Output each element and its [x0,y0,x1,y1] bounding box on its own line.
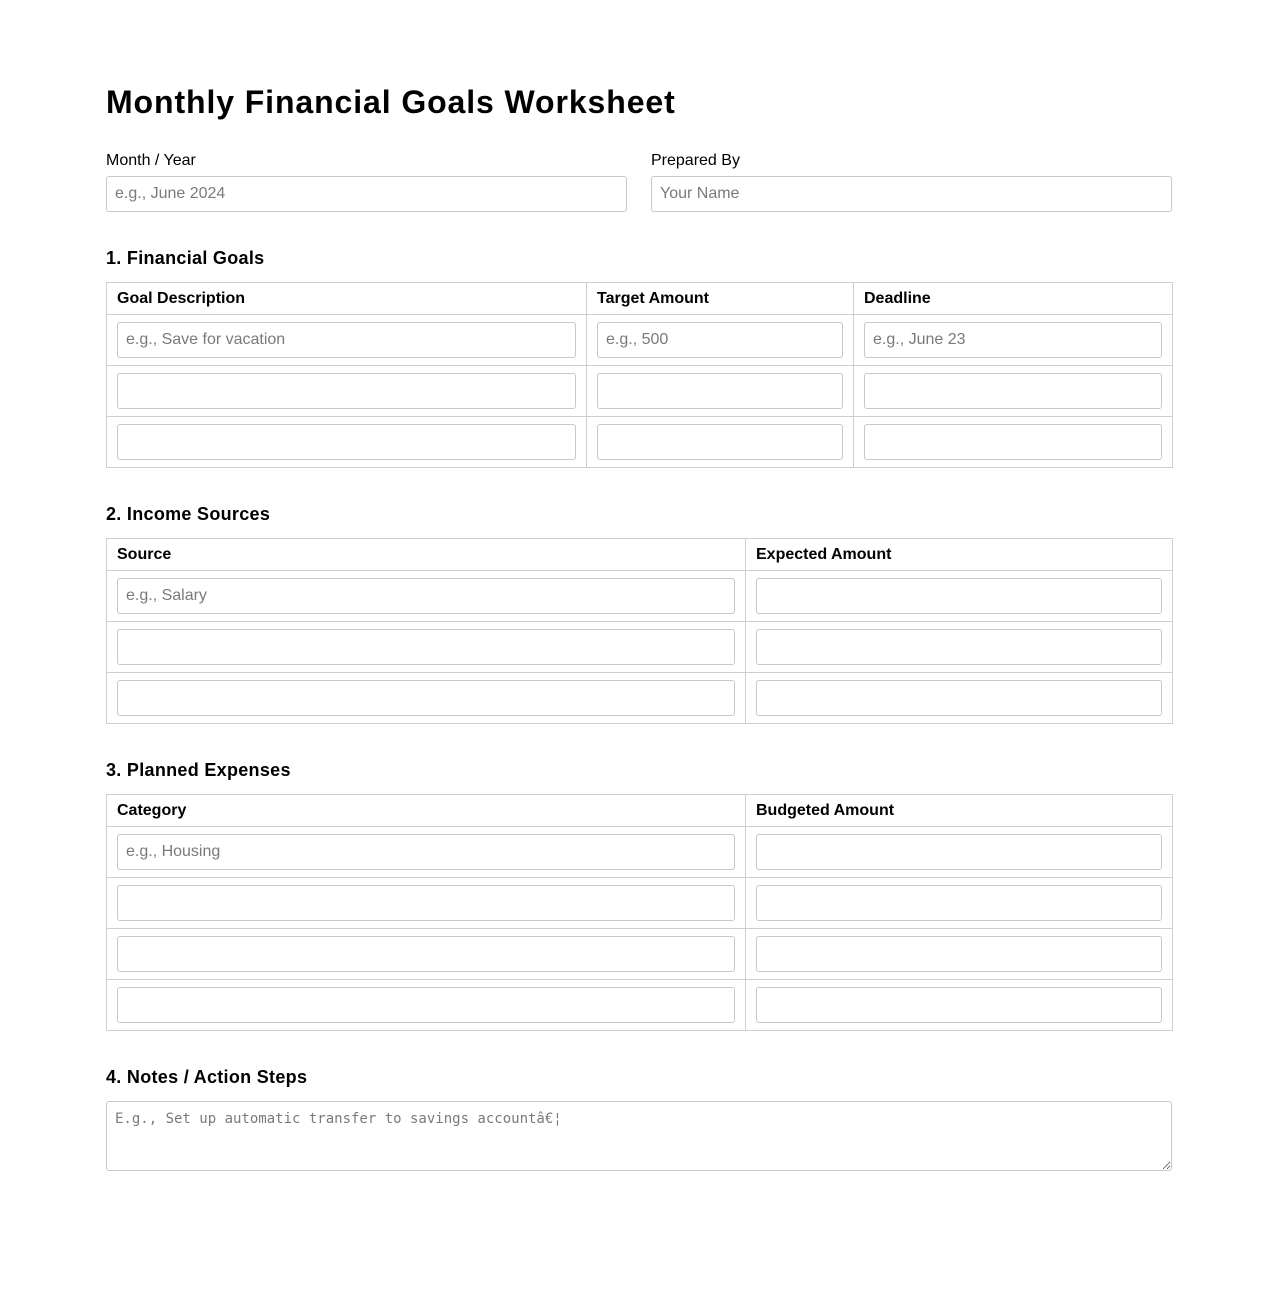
financial-goals-title: 1. Financial Goals [106,248,265,268]
table-row [107,315,1173,366]
table-row [107,878,1173,929]
month-year-label: Month / Year [106,152,196,169]
meta-row [106,151,1172,212]
table-cell [746,622,1173,673]
table-row [107,622,1173,673]
prepared-by-input[interactable] [651,176,1172,212]
table-cell [854,366,1173,417]
deadline-input[interactable] [864,322,1162,358]
category-input[interactable] [117,885,735,921]
table-cell [107,878,746,929]
table-header-row [107,795,1173,827]
expected-amount-input[interactable] [756,680,1162,716]
deadline-input[interactable] [864,373,1162,409]
table-cell [107,673,746,724]
table-cell [746,929,1173,980]
expected-amount-input[interactable] [756,578,1162,614]
table-row [107,929,1173,980]
table-row [107,366,1173,417]
table-cell [107,315,587,366]
prepared-by-label: Prepared By [651,152,740,169]
table-cell [107,417,587,468]
page-title: Monthly Financial Goals Worksheet [106,84,676,120]
deadline-input[interactable] [864,424,1162,460]
table-row [107,980,1173,1031]
source-input[interactable] [117,629,735,665]
table-cell [107,571,746,622]
table-cell [746,673,1173,724]
income-sources-table [106,538,1173,724]
table-cell [746,827,1173,878]
table-cell [107,827,746,878]
category-header: Category [107,795,746,827]
table-cell [746,571,1173,622]
expected-amount-input[interactable] [756,629,1162,665]
deadline-header: Deadline [854,283,1173,315]
table-row [107,571,1173,622]
source-input[interactable] [117,578,735,614]
goal-description-input[interactable] [117,373,576,409]
category-input[interactable] [117,834,735,870]
goal-description-input[interactable] [117,424,576,460]
table-row [107,417,1173,468]
table-cell [587,315,854,366]
table-cell [854,417,1173,468]
prepared-by-field [651,151,1172,212]
budgeted-amount-input[interactable] [756,987,1162,1023]
table-row [107,673,1173,724]
income-sources-title: 2. Income Sources [106,504,271,524]
target-amount-input[interactable] [597,424,843,460]
goal-description-input[interactable] [117,322,576,358]
table-header-row [107,283,1173,315]
expected-amount-header: Expected Amount [746,539,1173,571]
category-input[interactable] [117,987,735,1023]
goal-description-header: Goal Description [107,283,587,315]
source-header: Source [107,539,746,571]
table-cell [587,417,854,468]
target-amount-input[interactable] [597,322,843,358]
table-cell [107,929,746,980]
table-cell [746,980,1173,1031]
budgeted-amount-input[interactable] [756,936,1162,972]
notes-textarea[interactable] [106,1101,1172,1171]
notes-title: 4. Notes / Action Steps [106,1067,308,1087]
table-cell [854,315,1173,366]
budgeted-amount-header: Budgeted Amount [746,795,1173,827]
category-input[interactable] [117,936,735,972]
planned-expenses-title: 3. Planned Expenses [106,760,291,780]
financial-goals-table [106,282,1173,468]
month-year-field [106,151,627,212]
month-year-input[interactable] [106,176,627,212]
planned-expenses-table [106,794,1173,1031]
source-input[interactable] [117,680,735,716]
table-header-row [107,539,1173,571]
target-amount-input[interactable] [597,373,843,409]
budgeted-amount-input[interactable] [756,834,1162,870]
table-cell [746,878,1173,929]
target-amount-header: Target Amount [587,283,854,315]
table-cell [107,622,746,673]
table-cell [587,366,854,417]
table-row [107,827,1173,878]
budgeted-amount-input[interactable] [756,885,1162,921]
table-cell [107,980,746,1031]
table-cell [107,366,587,417]
